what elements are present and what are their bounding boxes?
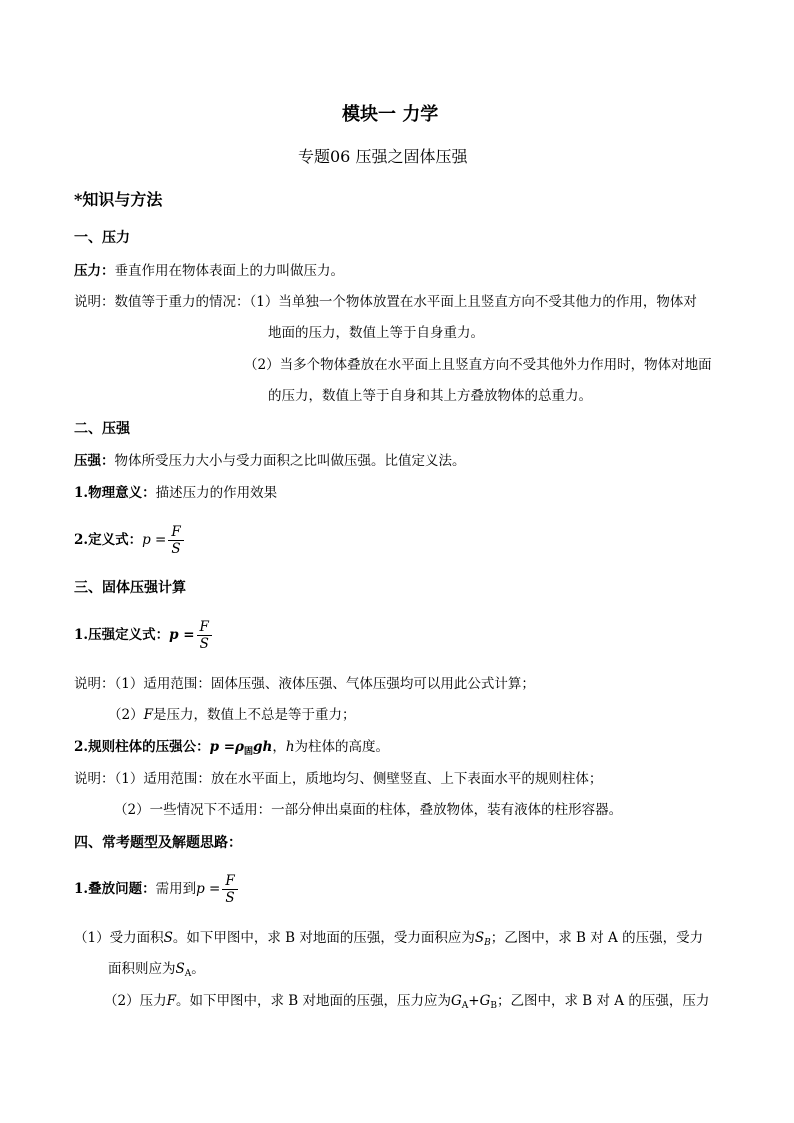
- note-prefix: （2）: [108, 707, 144, 723]
- var-gb-sub: B: [490, 1001, 498, 1011]
- module-title: 模块一 力学: [342, 104, 439, 125]
- numerator: F: [171, 524, 181, 540]
- pressure-force-definition: [74, 262, 344, 280]
- note-column-2: （2）一些情况下不适用：一部分伸出桌面的柱体，叠放物体，装有液体的柱形容器。: [114, 802, 623, 818]
- var-f: F: [143, 707, 153, 723]
- fraction-f-over-s: [168, 525, 183, 556]
- def-label: 压强：: [74, 453, 115, 469]
- note-2a: （2）当多个物体叠放在水平面上且竖直方向不受其他外力作用时，物体对地面: [244, 357, 712, 373]
- note-scope-1: 说明：（1）适用范围：固体压强、液体压强、气体压强均可以用此公式计算；: [74, 676, 535, 692]
- l1b: 。如下甲图中，求 B 对地面的压强，受力面积应为: [172, 930, 475, 946]
- column-pressure-formula: [74, 738, 389, 756]
- var-ga: G: [450, 993, 462, 1009]
- def-text: 垂直作用在物体表面上的力叫做压力。: [114, 263, 344, 279]
- denominator: S: [222, 889, 237, 905]
- var-sa-sub: A: [184, 969, 192, 979]
- physical-meaning: [74, 484, 277, 502]
- numerator: F: [225, 873, 235, 889]
- var-h: h: [285, 739, 295, 755]
- l3b: 。如下甲图中，求 B 对地面的压强，压力应为: [175, 993, 451, 1009]
- note-post: 是压力，数值上不总是等于重力；: [152, 707, 356, 723]
- item1-label: 1.物理意义：: [74, 485, 156, 501]
- formula-text: 为柱体的高度。: [294, 739, 390, 755]
- force-line-1: [104, 992, 709, 1010]
- l3a: （2）压力: [104, 993, 167, 1009]
- heading-question-types: 四、常考题型及解题思路：: [74, 835, 242, 851]
- topic-subtitle: 专题06 压强之固体压强: [298, 147, 468, 166]
- stacking-problem: [74, 872, 238, 906]
- formula-pre: p =ρ: [209, 739, 245, 755]
- var-sb-sub: B: [484, 938, 491, 948]
- section-label: *知识与方法: [74, 190, 163, 209]
- denominator: S: [197, 635, 212, 651]
- p-equals: p =: [142, 532, 167, 548]
- numerator: F: [199, 619, 209, 635]
- definition-formula: [74, 523, 184, 557]
- l2a: 面积则应为: [108, 961, 176, 977]
- heading-solid-pressure: 三、固体压强计算: [74, 580, 186, 596]
- area-line-2: [108, 960, 205, 978]
- note-1b: 地面的压力，数值上等于自身重力。: [268, 325, 484, 341]
- l2end: 。: [191, 961, 205, 977]
- var-sb: S: [474, 930, 485, 946]
- l3c: ；乙图中，求 B 对 A 的压强，压力: [497, 993, 710, 1009]
- item1-text: 描述压力的作用效果: [155, 485, 278, 501]
- l1c: ；乙图中，求 B 对 A 的压强，受力: [490, 930, 704, 946]
- item1-label: 1.叠放问题：: [74, 881, 156, 897]
- note-2b: 的压力，数值上等于自身和其上方叠放物体的总重力。: [268, 388, 592, 404]
- item2-label: 2.定义式：: [74, 532, 143, 548]
- formula-post: gh: [253, 739, 273, 755]
- var-f: F: [166, 993, 176, 1009]
- var-ga-sub: A: [461, 1001, 469, 1011]
- pressure-definition: [74, 452, 466, 470]
- note-label: 说明：数值等于重力的情况：: [74, 294, 250, 310]
- l1a: （1）受力面积: [74, 930, 164, 946]
- var-s: S: [163, 930, 173, 946]
- p-equals: p =: [196, 881, 221, 897]
- note-1a: （1）当单独一个物体放置在水平面上且竖直方向不受其他力的作用，物体对: [249, 294, 697, 310]
- item1-text: 需用到: [155, 881, 197, 897]
- note-scope-2: [108, 706, 355, 724]
- denominator: S: [168, 540, 183, 556]
- heading-pressure: 二、压强: [74, 421, 130, 437]
- note-column-1: 说明：（1）适用范围：放在水平面上，质地均匀、侧壁竖直、上下表面水平的规则柱体；: [74, 771, 603, 787]
- def-text: 物体所受压力大小与受力面积之比叫做压强。比值定义法。: [114, 453, 466, 469]
- formula-sub: 固: [244, 747, 254, 757]
- note-line-1: [74, 293, 697, 311]
- var-gb: G: [479, 993, 491, 1009]
- pressure-formula: [74, 618, 212, 652]
- plus: +: [468, 993, 480, 1009]
- fraction-f-over-s: [197, 620, 212, 651]
- item1-label: 1.压强定义式：: [74, 627, 170, 643]
- heading-pressure-force: 一、压力: [74, 230, 130, 246]
- var-sa: S: [175, 961, 185, 977]
- def-label: 压力：: [74, 263, 115, 279]
- p-equals: p =: [169, 627, 195, 643]
- area-line-1: [74, 929, 703, 947]
- formula-sep: ，: [272, 739, 286, 755]
- item2-label: 2.规则柱体的压强公：: [74, 739, 210, 755]
- fraction-f-over-s: [222, 874, 237, 905]
